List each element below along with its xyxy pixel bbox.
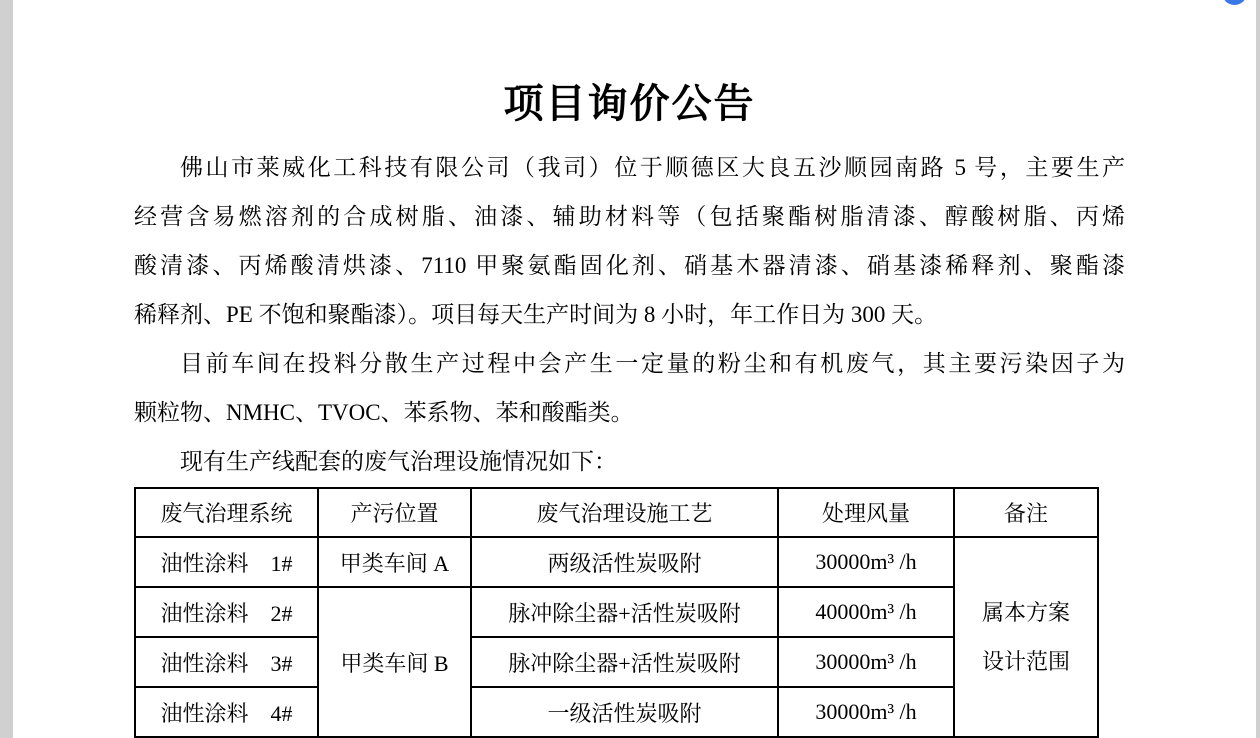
cell-system: 油性涂料 1# (135, 537, 318, 587)
header-cell-system: 废气治理系统 (135, 488, 318, 537)
note-line: 属本方案 (981, 600, 1070, 625)
waste-gas-table (134, 487, 1099, 738)
cell-process: 脉冲除尘器+活性炭吸附 (471, 587, 778, 637)
paragraph-line: 现有生产线配套的废气治理设施情况如下： (180, 449, 617, 474)
paragraph-line: 颗粒物、NMHC、TVOC、苯系物、苯和酸酯类。 (134, 400, 634, 425)
cell-system: 油性涂料 4# (135, 687, 318, 737)
cell-location: 甲类车间 A (318, 537, 471, 587)
paragraph-line: 经营含易燃溶剂的合成树脂、油漆、辅助材料等（包括聚酯树脂清漆、醇酸树脂、丙烯 (134, 204, 1125, 229)
cell-airflow: 30000m³ /h (778, 537, 954, 587)
document-body (134, 143, 1125, 486)
page-title: 项目询价公告 (503, 81, 756, 126)
header-cell-note: 备注 (954, 488, 1098, 537)
header-cell-process: 废气治理设施工艺 (471, 488, 778, 537)
floating-action-button[interactable] (1222, 0, 1247, 5)
table-row (135, 587, 1098, 637)
paragraph-line: 酸清漆、丙烯酸清烘漆、7110 甲聚氨酯固化剂、硝基木器清漆、硝基漆稀释剂、聚酯漆 (134, 253, 1125, 278)
cell-airflow: 30000m³ /h (778, 687, 954, 737)
table-row (135, 537, 1098, 587)
cell-process: 脉冲除尘器+活性炭吸附 (471, 637, 778, 687)
cell-airflow: 30000m³ /h (778, 637, 954, 687)
paragraph-line: 目前车间在投料分散生产过程中会产生一定量的粉尘和有机废气，其主要污染因子为 (180, 351, 1125, 376)
document-page (134, 0, 1125, 738)
scrollbar-track[interactable] (1256, 0, 1260, 738)
cell-location: 甲类车间 B (318, 587, 471, 737)
app-background-left (0, 0, 13, 738)
table-row (135, 637, 1098, 687)
cell-process: 两级活性炭吸附 (471, 537, 778, 587)
cell-note (954, 537, 1098, 737)
header-cell-location: 产污位置 (318, 488, 471, 537)
cell-process: 一级活性炭吸附 (471, 687, 778, 737)
paragraph-line: 佛山市莱威化工科技有限公司（我司）位于顺德区大良五沙顺园南路 5 号，主要生产 (180, 155, 1125, 180)
paragraph-line: 稀释剂、PE 不饱和聚酯漆）。项目每天生产时间为 8 小时，年工作日为 300 天。 (134, 302, 938, 327)
header-cell-airflow: 处理风量 (778, 488, 954, 537)
cell-system: 油性涂料 3# (135, 637, 318, 687)
note-line: 设计范围 (981, 649, 1070, 674)
table-row (135, 687, 1098, 737)
table-header-row (135, 488, 1098, 537)
cell-airflow: 40000m³ /h (778, 587, 954, 637)
cell-system: 油性涂料 2# (135, 587, 318, 637)
